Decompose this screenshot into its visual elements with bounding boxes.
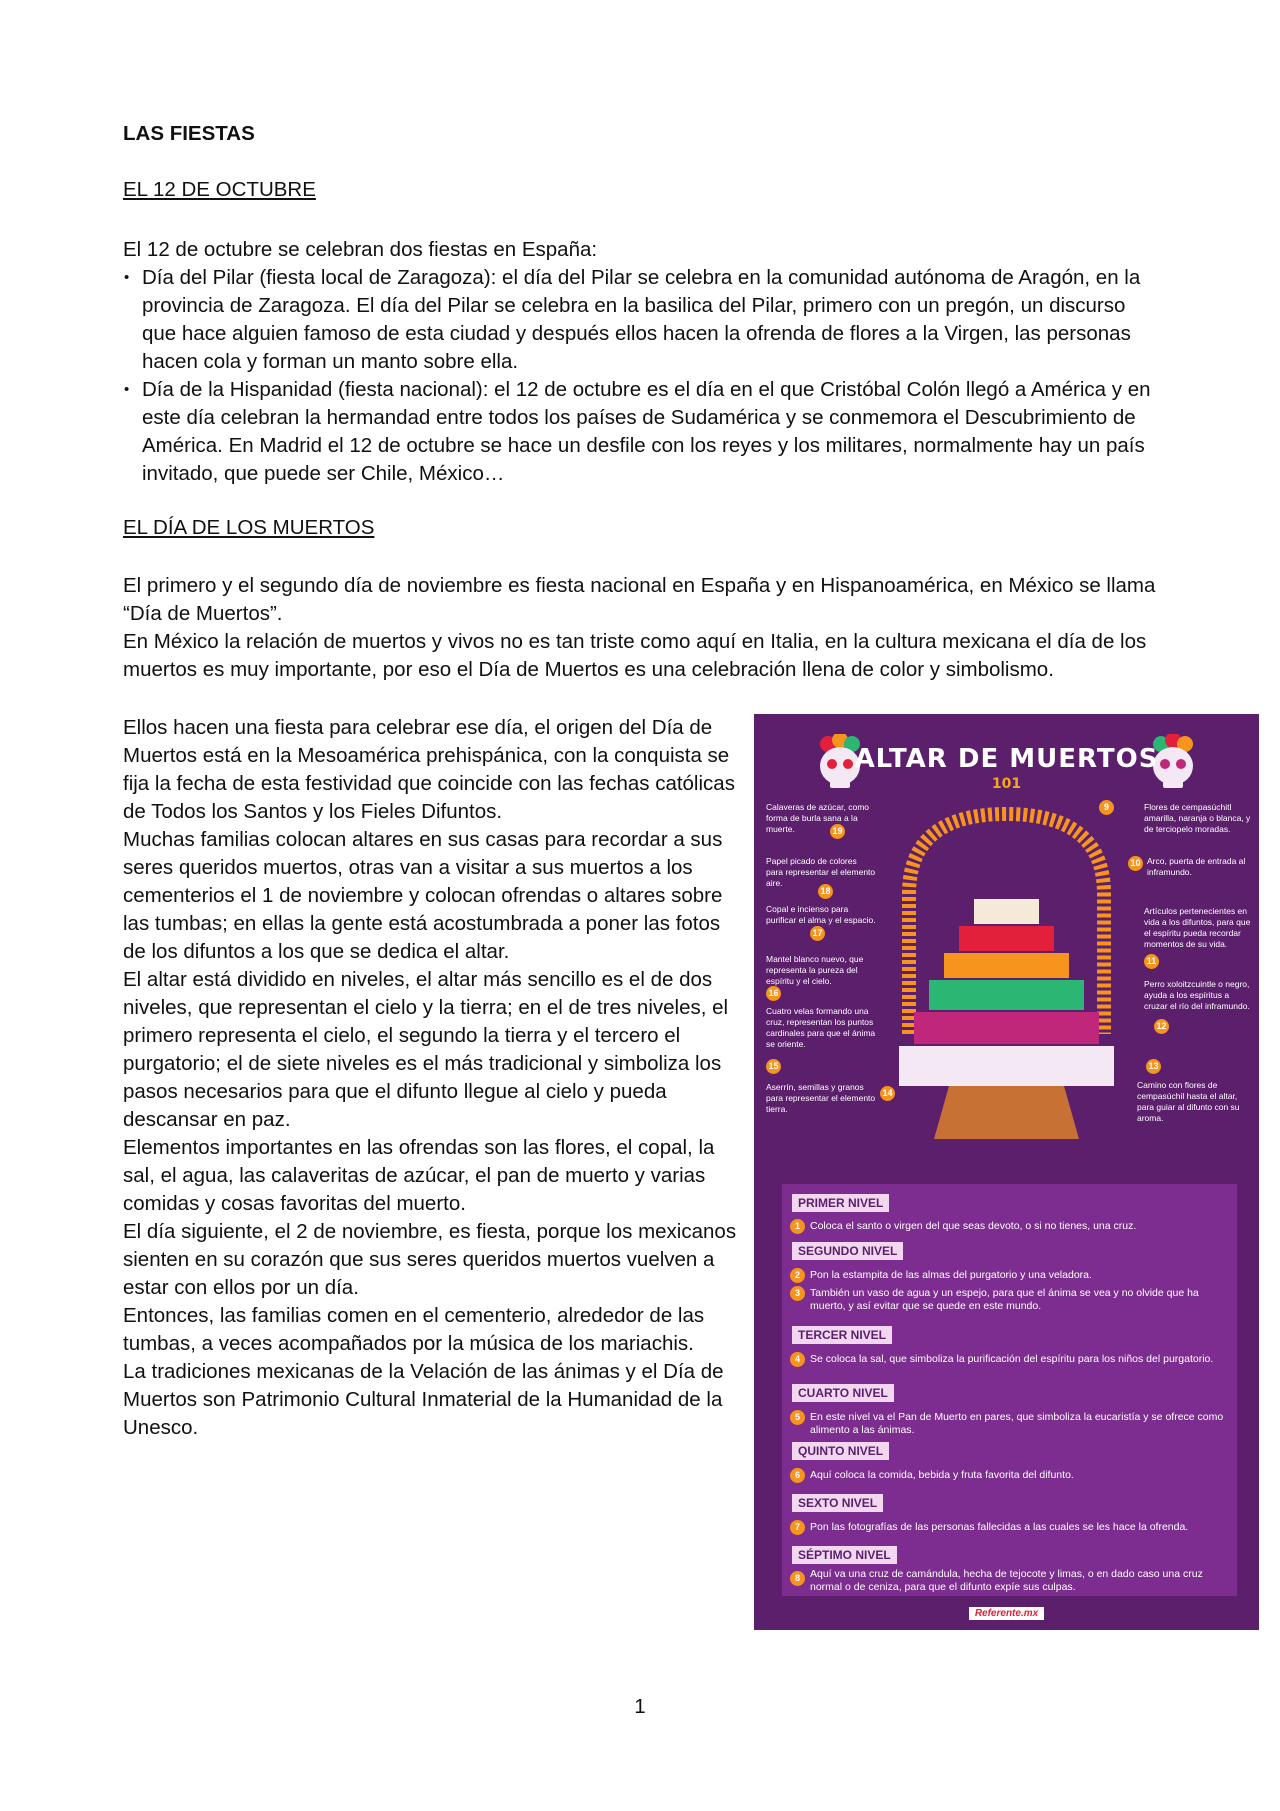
altar-illustration — [879, 804, 1134, 1144]
badge-16: 16 — [766, 986, 781, 1001]
badge-19: 19 — [830, 824, 845, 839]
level-text: Pon las fotografías de las personas fallecidas a las cuales se les hace la ofrenda. — [810, 1521, 1189, 1533]
level-number: 4 — [790, 1352, 805, 1367]
level-number: 8 — [790, 1571, 805, 1586]
level-number: 7 — [790, 1520, 805, 1535]
badge-11: 11 — [1144, 954, 1159, 969]
level-number: 5 — [790, 1410, 805, 1425]
paragraph: Ellos hacen una fiesta para celebrar ese día, el origen del Día de Muertos está en la Mesoamérica prehispánica, con la conquista se fija la fecha de esta festividad que coincide con las fechas católicas de Todos los Santos y los Fieles Difuntos. — [123, 716, 735, 823]
note-16: Mantel blanco nuevo, que representa la pureza del espíritu y el cielo. — [766, 954, 864, 986]
altar-de-muertos-infographic — [754, 714, 1259, 1630]
level-heading: SEXTO NIVEL — [792, 1494, 883, 1512]
section2-top-paragraphs — [123, 572, 1163, 684]
note-18: Papel picado de colores para representar el elemento aire. — [766, 856, 876, 888]
section1-intro: El 12 de octubre se celebran dos fiestas en España: — [123, 238, 598, 261]
level-number: 6 — [790, 1468, 805, 1483]
badge-17: 17 — [810, 926, 825, 941]
note-19: Calaveras de azúcar, como forma de burla sana a la muerte. — [766, 802, 869, 834]
note-11: Artículos pertenecientes en vida a los difuntos, para que el espíritu pueda recordar momentos de su vida. — [1144, 906, 1251, 949]
levels-panel — [782, 1184, 1237, 1596]
level-number: 2 — [790, 1268, 805, 1283]
note-12: Perro xoloitzcuintle o negro, ayuda a los espíritus a cruzar el río del inframundo. — [1144, 979, 1250, 1011]
paragraph: La tradiciones mexicanas de la Velación de las ánimas y el Día de Muertos son Patrimonio Cultural Inmaterial de la Humanidad de la Unesco. — [123, 1360, 724, 1439]
page-number: 1 — [634, 1695, 646, 1718]
level-heading: SÉPTIMO NIVEL — [792, 1546, 897, 1564]
paragraph: El día siguiente, el 2 de noviembre, es fiesta, porque los mexicanos sienten en su corazón que sus seres queridos muertos vuelven a estar con ellos por un día. — [123, 1220, 737, 1299]
badge-15: 15 — [766, 1059, 781, 1074]
level-text: Coloca el santo o virgen del que seas devoto, o si no tienes, una cruz. — [810, 1220, 1137, 1232]
section-title-dia-muertos: EL DÍA DE LOS MUERTOS — [123, 516, 375, 539]
level-text: También un vaso de agua y un espejo, para que el ánima se vea y no olvide que ha muerto, y así evitar que se quede en este mundo. — [810, 1287, 1199, 1312]
paragraph: El primero y el segundo día de noviembre es fiesta nacional en España y en Hispanoamérica, en México se llama “Día de Muertos”. — [123, 574, 1156, 625]
brand-text: Referente.mx — [969, 1607, 1044, 1620]
badge-14: 14 — [880, 1086, 895, 1101]
brand-logo — [754, 1603, 1259, 1621]
level-heading: CUARTO NIVEL — [792, 1384, 894, 1402]
infographic-title: ALTAR DE MUERTOS — [854, 744, 1159, 774]
level-heading: TERCER NIVEL — [792, 1326, 892, 1344]
level-text: Aquí coloca la comida, bebida y fruta favorita del difunto. — [810, 1469, 1074, 1481]
paragraph: En México la relación de muertos y vivos no es tan triste como aquí en Italia, en la cultura mexicana el día de los muertos es muy importante, por eso el Día de Muertos es una celebración llena de color y simbolismo. — [123, 630, 1147, 681]
level-text: Se coloca la sal, que simboliza la purificación del espíritu para los niños del purgatorio. — [810, 1353, 1214, 1365]
level-text: En este nivel va el Pan de Muerto en pares, que simboliza la eucaristía y se ofrece como alimento a las ánimas. — [810, 1411, 1224, 1436]
paragraph: Entonces, las familias comen en el cementerio, alrededor de las tumbas, a veces acompañados por la música de los mariachis. — [123, 1304, 705, 1355]
paragraph: El altar está dividido en niveles, el altar más sencillo es el de dos niveles, que representan el cielo y la tierra; en el de tres niveles, el primero representa el cielo, el segundo la tierra y el tercero el purgatorio; el de siete niveles es el más tradicional y simboliza los pasos necesarios para que el difunto llegue al cielo y pueda descansar en paz. — [123, 968, 729, 1131]
level-heading: PRIMER NIVEL — [792, 1194, 889, 1212]
badge-9: 9 — [1099, 800, 1114, 815]
level-heading: QUINTO NIVEL — [792, 1442, 889, 1460]
level-heading: SEGUNDO NIVEL — [792, 1242, 903, 1260]
page-heading: LAS FIESTAS — [123, 122, 255, 145]
note-9: Flores de cempasúchitl amarilla, naranja o blanca, y de terciopelo moradas. — [1144, 802, 1251, 834]
badge-18: 18 — [818, 884, 833, 899]
note-17: Copal e incienso para purificar el alma y el espacio. — [766, 904, 876, 925]
note-10: Arco, puerta de entrada al inframundo. — [1147, 856, 1246, 877]
level-text: Pon la estampita de las almas del purgatorio y una veladora. — [810, 1269, 1092, 1281]
paragraph: Muchas familias colocan altares en sus casas para recordar a sus seres queridos muertos, otras van a visitar a sus muertos a los cementerios el 1 de noviembre y colocan ofrendas o altares sobre las tumbas; en ellas la gente está acostumbrada a poner las fotos de los difuntos a los que se dedica el altar. — [123, 828, 723, 963]
badge-10: 10 — [1128, 856, 1143, 871]
note-13: Camino con flores de cempasúchil hasta el altar, para guiar al difunto con su aroma. — [1137, 1080, 1240, 1123]
badge-12: 12 — [1154, 1019, 1169, 1034]
section-title-12-octubre: EL 12 DE OCTUBRE — [123, 178, 316, 201]
section1-bullet-list — [123, 264, 1163, 488]
section2-wrapped-paragraphs — [123, 714, 738, 1442]
paragraph: Elementos importantes en las ofrendas son las flores, el copal, la sal, el agua, las calaveritas de azúcar, el pan de muerto y varias comidas y cosas favoritas del muerto. — [123, 1136, 715, 1215]
badge-13: 13 — [1146, 1059, 1161, 1074]
note-15: Cuatro velas formando una cruz, representan los puntos cardinales para que el ánima se oriente. — [766, 1006, 876, 1049]
level-number: 3 — [790, 1286, 805, 1301]
level-text: Aquí va una cruz de camándula, hecha de tejocote y limas, o en dado caso una cruz normal o de ceniza, para que el difunto expíe sus culpas. — [810, 1568, 1203, 1593]
infographic-subtitle: 101 — [991, 776, 1022, 792]
bullet-dia-del-pilar: • Día del Pilar (fiesta local de Zaragoza): el día del Pilar se celebra en la comunidad autónoma de Aragón, en la provincia de Zaragoza. El día del Pilar se celebra en la basilica del Pilar, primero con un pregón, un discurso que hace alguien famoso de esta ciudad y después ellos hacen la ofrenda de flores a la Virgen, las personas hacen cola y forman un manto sobre ella. — [123, 264, 1163, 376]
bullet-dia-hispanidad: • Día de la Hispanidad (fiesta nacional): el 12 de octubre es el día en el que Cristóbal Colón llegó a América y en este día celebran la hermandad entre todos los países de Sudamérica y se conmemora el Descubrimiento de América. En Madrid el 12 de octubre se hace un desfile con los reyes y los militares, normalmente hay un país invitado, que puede ser Chile, México… — [123, 376, 1163, 488]
level-number: 1 — [790, 1219, 805, 1234]
note-14: Aserrín, semillas y granos para representar el elemento tierra. — [766, 1082, 876, 1114]
